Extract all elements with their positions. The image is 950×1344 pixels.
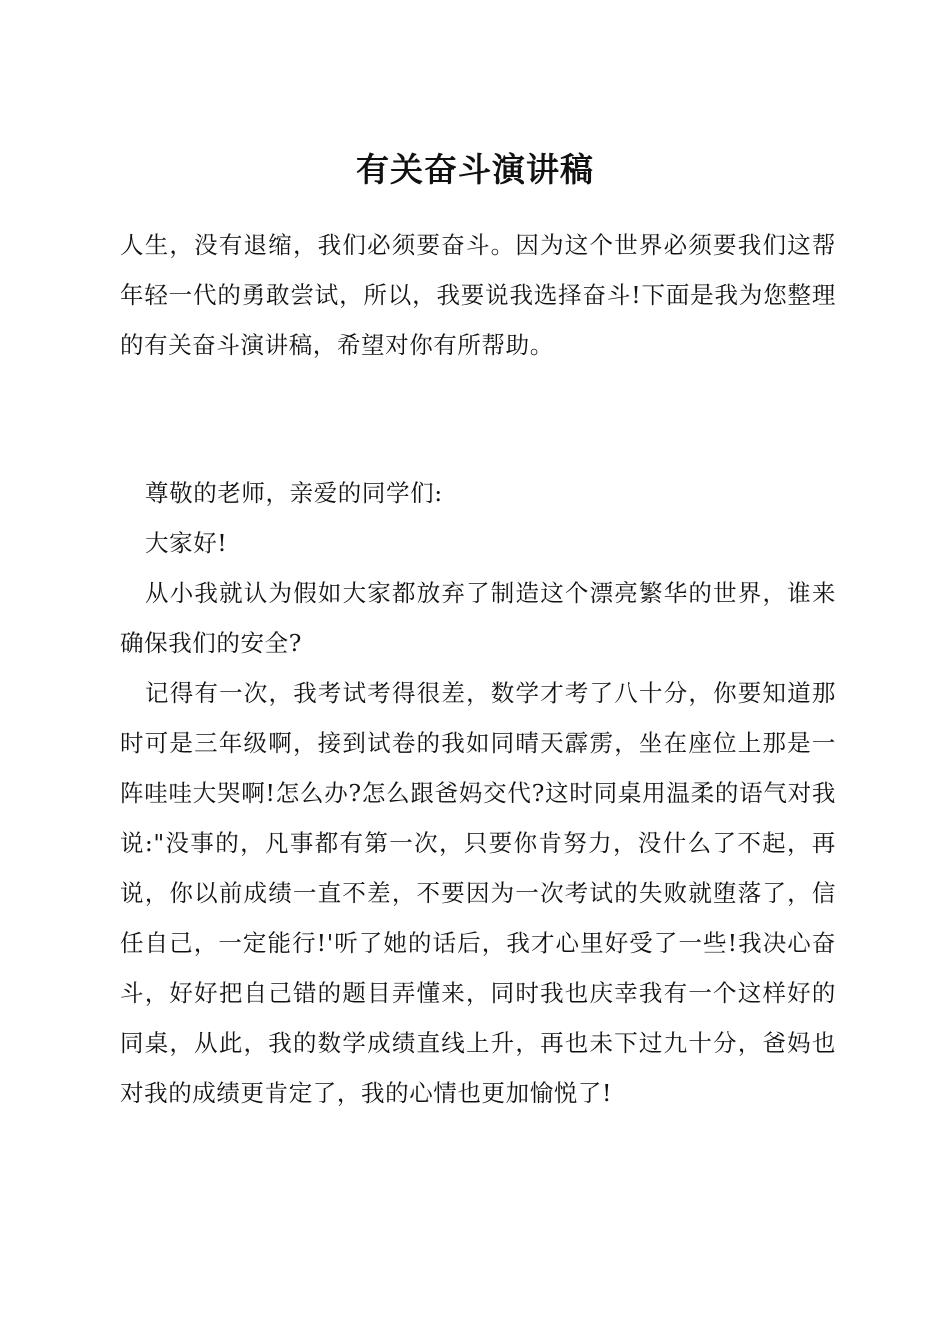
document-title: 有关奋斗演讲稿 xyxy=(356,150,594,189)
intro-paragraph: 人生，没有退缩，我们必须要奋斗。因为这个世界必须要我们这帮年轻一代的勇敢尝试，所以，我要说我选择奋斗!下面是我为您整理的有关奋斗演讲稿，希望对你有所帮助。 xyxy=(120,231,836,359)
greeting-paragraph: 大家好! xyxy=(145,529,228,557)
speech-body xyxy=(120,468,836,1118)
body-paragraph: 从小我就认为假如大家都放弃了制造这个漂亮繁华的世界，谁来确保我们的安全? xyxy=(120,579,836,657)
body-paragraph: 记得有一次，我考试考得很差，数学才考了八十分，你要知道那时可是三年级啊，接到试卷的我如同晴天霹雳，坐在座位上那是一阵哇哇大哭啊!怎么办?怎么跟爸妈交代?这时同桌用温柔的语气对我说:"没事的，凡事都有第一次，只要你肯努力，没什么了不起，再说，你以前成绩一直不差，不要因为一次考试的失败就堕落了，信任自己，一定能行!'听了她的话后，我才心里好受了一些!我决心奋斗，好好把自己错的题目弄懂来，同时我也庆幸我有一个这样好的同桌，从此，我的数学成绩直线上升，再也未下过九十分，爸妈也对我的成绩更肯定了，我的心情也更加愉悦了! xyxy=(120,679,836,1107)
salutation-paragraph: 尊敬的老师，亲爱的同学们: xyxy=(145,479,443,507)
